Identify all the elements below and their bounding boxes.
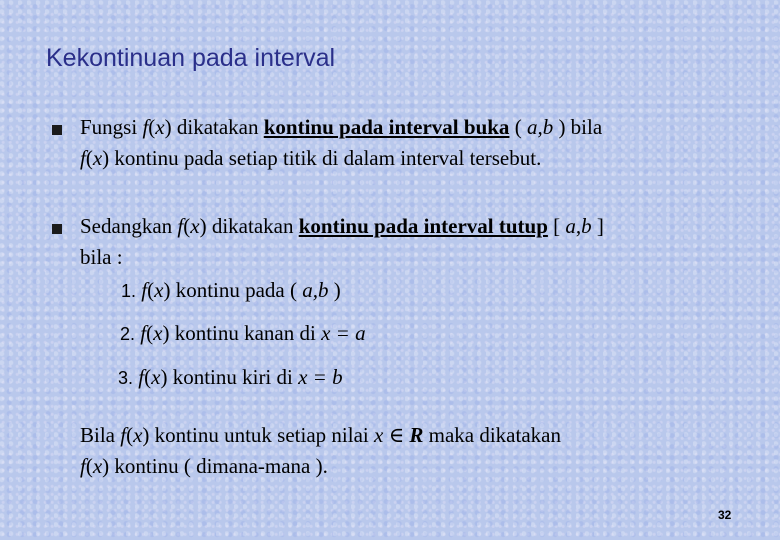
bullet-marker: [52, 125, 62, 135]
condition-1: 1. f(x) kontinu pada ( a,b ): [121, 278, 341, 302]
condition-2: 2. f(x) kontinu kanan di x = a: [120, 321, 366, 345]
slide-title: Kekontinuan pada interval: [46, 44, 336, 72]
paragraph-everywhere: Bila f(x) kontinu untuk setiap nilai x ∈ R maka dikatakan f(x) kontinu ( dimana-mana ).: [80, 423, 561, 478]
paragraph-open-interval: Fungsi f(x) dikatakan kontinu pada interval buka ( a,b ) bila f(x) kontinu pada setiap titik di dalam interval tersebut.: [80, 115, 603, 170]
paragraph-closed-interval: Sedangkan f(x) dikatakan kontinu pada interval tutup [ a,b ] bila :: [80, 214, 604, 269]
page-number: 32: [718, 508, 732, 522]
condition-3: 3. f(x) kontinu kiri di x = b: [118, 365, 343, 389]
bullet-marker: [52, 224, 62, 234]
